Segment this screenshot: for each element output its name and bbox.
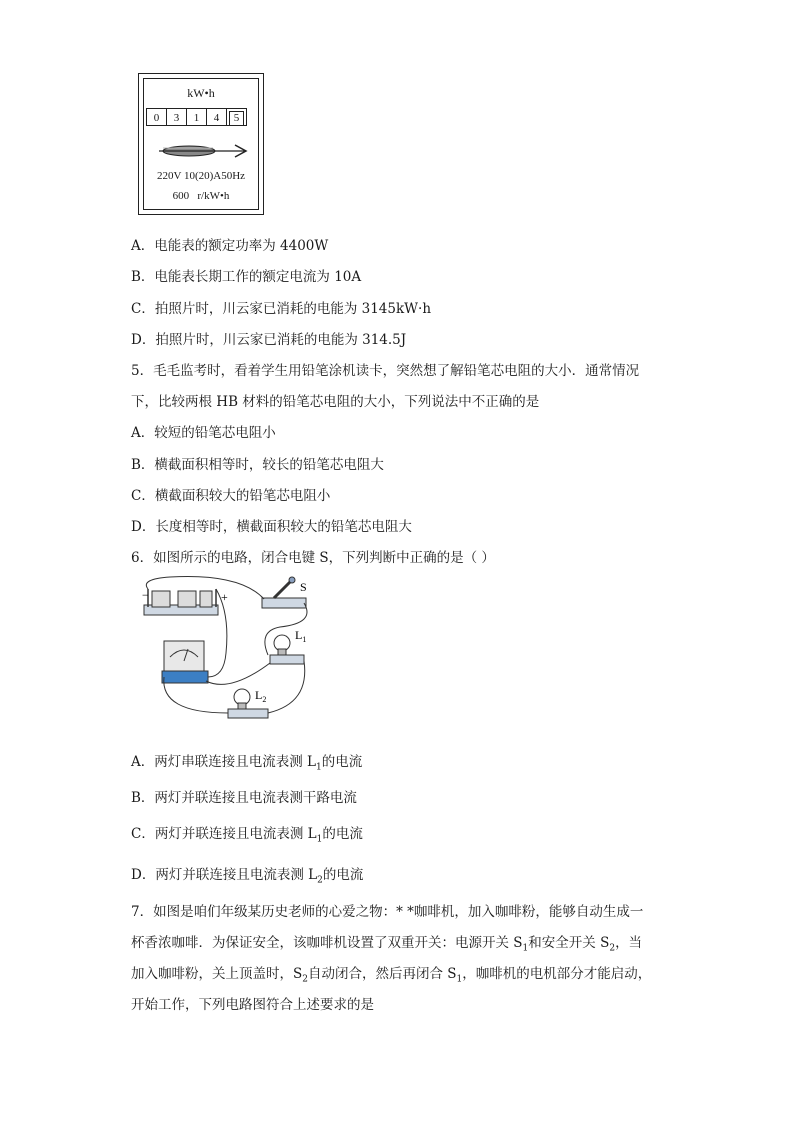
meter-revolutions [139,190,263,202]
q5-option-a: A．较短的铅笔芯电阻小 [131,425,276,441]
q4-option-a: A．电能表的额定功率为 4400W [131,238,329,254]
meter-digit: 0 [146,108,167,126]
q4-option-b: B．电能表长期工作的额定电流为 10A [131,269,362,285]
circuit-diagram [130,573,320,733]
electricity-meter-figure [138,73,264,215]
battery-plus-label: + [221,590,228,604]
q7-stem-line3: 加入咖啡粉，关上顶盖时，$S_2$自动闭合，然后再闭合 $S_1$，咖啡机的电机部分才能启动， [131,966,652,985]
q6-option-b: B．两灯并联连接且电流表测干路电流 [131,790,357,806]
q6-option-a: A．两灯串联连接且电流表测 $L_1$的电流 [131,754,363,773]
bulb-l1-label: $L_1$ [295,628,307,644]
q6-stem: 6．如图所示的电路，闭合电键 S，下列判断中正确的是（ ） [131,550,495,566]
q7-stem-line1: 7．如图是咱们年级某历史老师的心爱之物：* *咖啡机，加入咖啡粉，能够自动生成一 [131,904,644,920]
meter-decimal-digit: 5 [226,108,247,126]
meter-rev-unit: r/kW•h [197,190,230,202]
meter-disk-arrow-icon [149,140,253,162]
q6-option-d: D．两灯并联连接且电流表测 $L_2$的电流 [131,867,364,886]
ammeter-icon [162,641,208,683]
q5-option-b: B．横截面积相等时，较长的铅笔芯电阻大 [131,457,384,473]
battery-minus-label: − [142,588,149,602]
q5-stem-line1: 5．毛毛监考时，看着学生用铅笔涂机读卡，突然想了解铅笔芯电阻的大小．通常情况 [131,363,640,379]
bulb-l2-label: $L_2$ [255,688,267,704]
q6-option-c: C．两灯并联连接且电流表测 $L_1$的电流 [131,826,363,845]
q5-option-c: C．横截面积较大的铅笔芯电阻小 [131,488,331,504]
q7-stem-line2: 杯香浓咖啡．为保证安全，该咖啡机设置了双重开关：电源开关 $S_1$和安全开关 $S_2$，当 [131,935,643,954]
meter-digit: 4 [206,108,227,126]
meter-rev-value: 600 [172,190,190,202]
q4-option-d: D．拍照片时，川云家已消耗的电能为 314.5J [131,332,407,348]
meter-digit: 3 [166,108,187,126]
meter-unit-label: kW•h [187,86,215,100]
battery-icon [144,589,218,615]
q5-option-d: D．长度相等时，横截面积较大的铅笔芯电阻大 [131,519,412,535]
q7-stem-line4: 开始工作，下列电路图符合上述要求的是 [131,997,374,1013]
meter-digits [146,108,246,126]
switch-label: S [300,580,307,594]
meter-digit: 1 [186,108,207,126]
q4-option-c: C．拍照片时，川云家已消耗的电能为 3145kW·h [131,301,432,317]
q5-stem-line2: 下，比较两根 HB 材料的铅笔芯电阻的大小，下列说法中不正确的是 [131,394,540,410]
meter-rating: 220V 10(20)A50Hz [156,170,246,182]
